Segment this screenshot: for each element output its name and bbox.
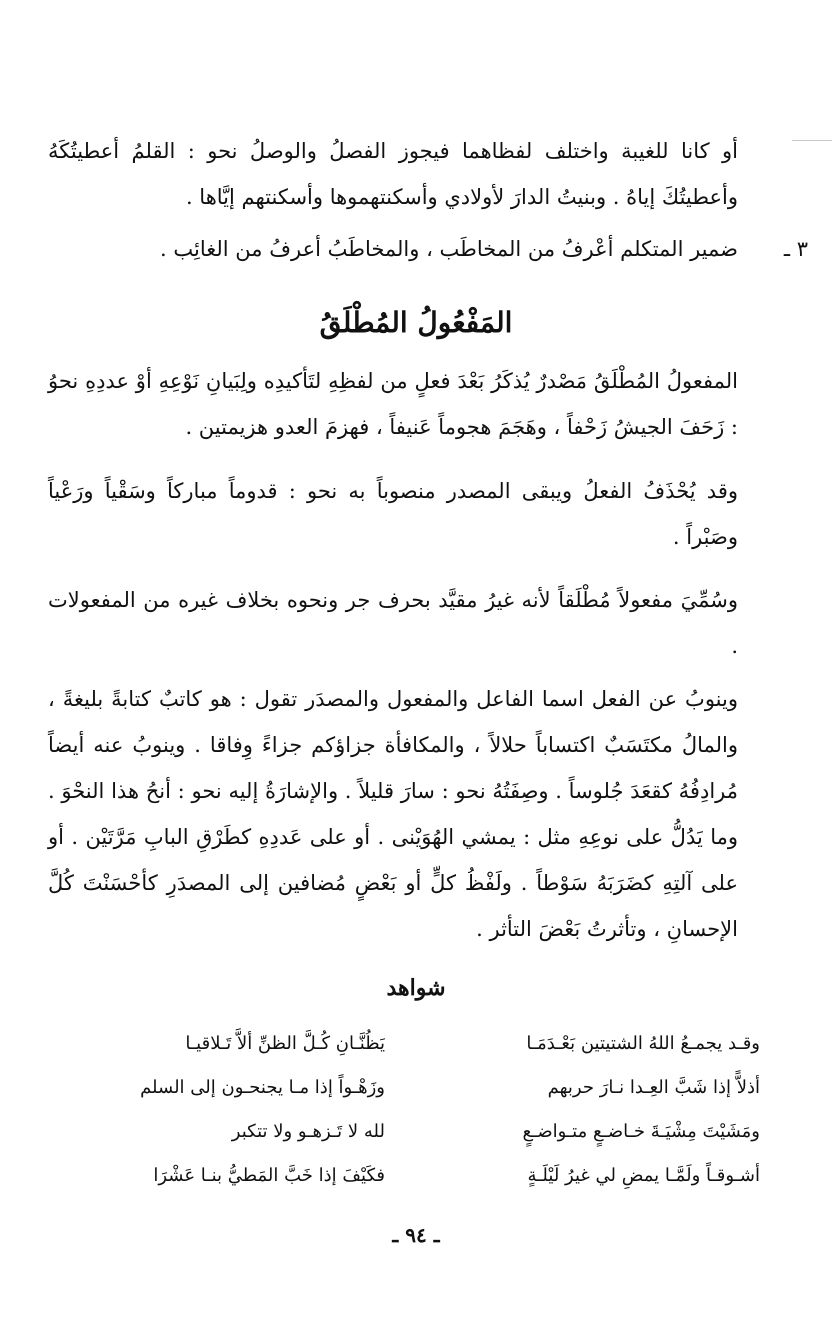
verse-first-hemistich: ومَشَيْتَ مِشْيَـةَ خـاضـعٍ متـواضـعٍ <box>522 1121 760 1142</box>
naming-paragraph: وسُمِّيَ مفعولاً مُطْلَقاً لأنه غيرُ مقيَّد بحرف جر ونحوه بخلاف غيره من المفعولات . <box>48 588 738 658</box>
top-paragraph: أو كانا للغيبة واختلف لفظاهما فيجوز الفصلُ والوصلُ نحو : القلمُ أعطيتُكَهُ وأعطيتُكَ إياهُ . وبنيتُ الدارَ لأولادي وأسكنتهموها وأسكنتهم إيَّاها . <box>48 139 738 209</box>
omission-paragraph: وقد يُحْذَفُ الفعلُ ويبقى المصدر منصوباً به نحو : قدوماً مباركاً وسَقْياً ورَعْياً وصَبْراً . <box>48 479 738 549</box>
scan-artifact-line <box>792 140 832 141</box>
shawahid-heading: شواهد <box>386 975 446 1001</box>
item-number: ٣ ـ <box>783 237 808 261</box>
verse-row <box>40 1110 760 1154</box>
section-title: المَفْعُولُ المُطْلَقُ <box>319 306 513 339</box>
substitutes-paragraph: وينوبُ عن الفعل اسما الفاعل والمفعول والمصدَر تقول : هو كاتبٌ كتابةً بليغةً ، والمالُ مكتَسَبٌ اكتساباً حلالاً ، والمكافأة جزاؤكم جزاءً وِفاقا . وينوبُ عنه أيضاً مُرادِفُهُ كقعَدَ جُلوساً . وصِفَتُهُ نحو : سارَ قليلاً . والإشارَةُ إليه نحو : أنحُ هذا النحْوَ . وما يَدُلُّ على نوعِهِ مثل : يمشي الهُوَيْنى . أو على عَددِهِ كطَرْقِ البابِ مَرَّتَيْن . أو على آلتِهِ كضَرَبَهُ سَوْطاً . ولَفْظُ كلٍّ أو بَعْضٍ مُضافين إلى المصدَرِ كأحْسَنْتَ كُلَّ الإحسانِ ، وتأثرتُ بَعْضَ التأثر . <box>48 687 738 941</box>
verses-list <box>40 1022 760 1198</box>
verse-row <box>40 1154 760 1198</box>
verse-row <box>40 1066 760 1110</box>
verse-second-hemistich: لله لا تَـزهـو ولا تتكبر <box>231 1121 385 1142</box>
verse-second-hemistich: يَظُنَّـانِ كُـلَّ الظنِّ ألاَّ تَـلاقيـا <box>185 1033 385 1054</box>
item-text: ضمير المتكلم أعْرفُ من المخاطَب ، والمخاطَبُ أعرفُ من الغائِب . <box>160 237 738 261</box>
verse-second-hemistich: فكَيْفَ إذا خَبَّ المَطيُّ بنـا عَشْرَا <box>153 1165 385 1186</box>
definition-paragraph: المفعولُ المُطْلَقُ مَصْدرٌ يُذكَرُ بَعْدَ فعلٍ من لفظِهِ لتَأكيدِه ولِبَيانِ نَوْعِهِ أوْ عددِهِ نحوُ : زَحَفَ الجيشُ زَحْفاً ، وهَجَمَ هجوماً عَنيفاً ، فهزمَ العدو هزيمتين . <box>48 369 738 439</box>
verse-second-hemistich: وزَهْـواً إذا مـا يجنحـون إلى السلم <box>140 1077 385 1098</box>
verse-first-hemistich: وقـد يجمـعُ اللهُ الشتيتين بَعْـدَمَـا <box>526 1033 760 1054</box>
verse-first-hemistich: أذلاًّ إذا شَبَّ العِـدا نـارَ حربهم <box>547 1077 760 1098</box>
verse-first-hemistich: أشـوقـاً ولَمَّـا يمضِ لي غيرُ لَيْلَـةٍ <box>527 1165 760 1186</box>
verse-row <box>40 1022 760 1066</box>
page-number: ـ ٩٤ ـ <box>392 1223 440 1247</box>
